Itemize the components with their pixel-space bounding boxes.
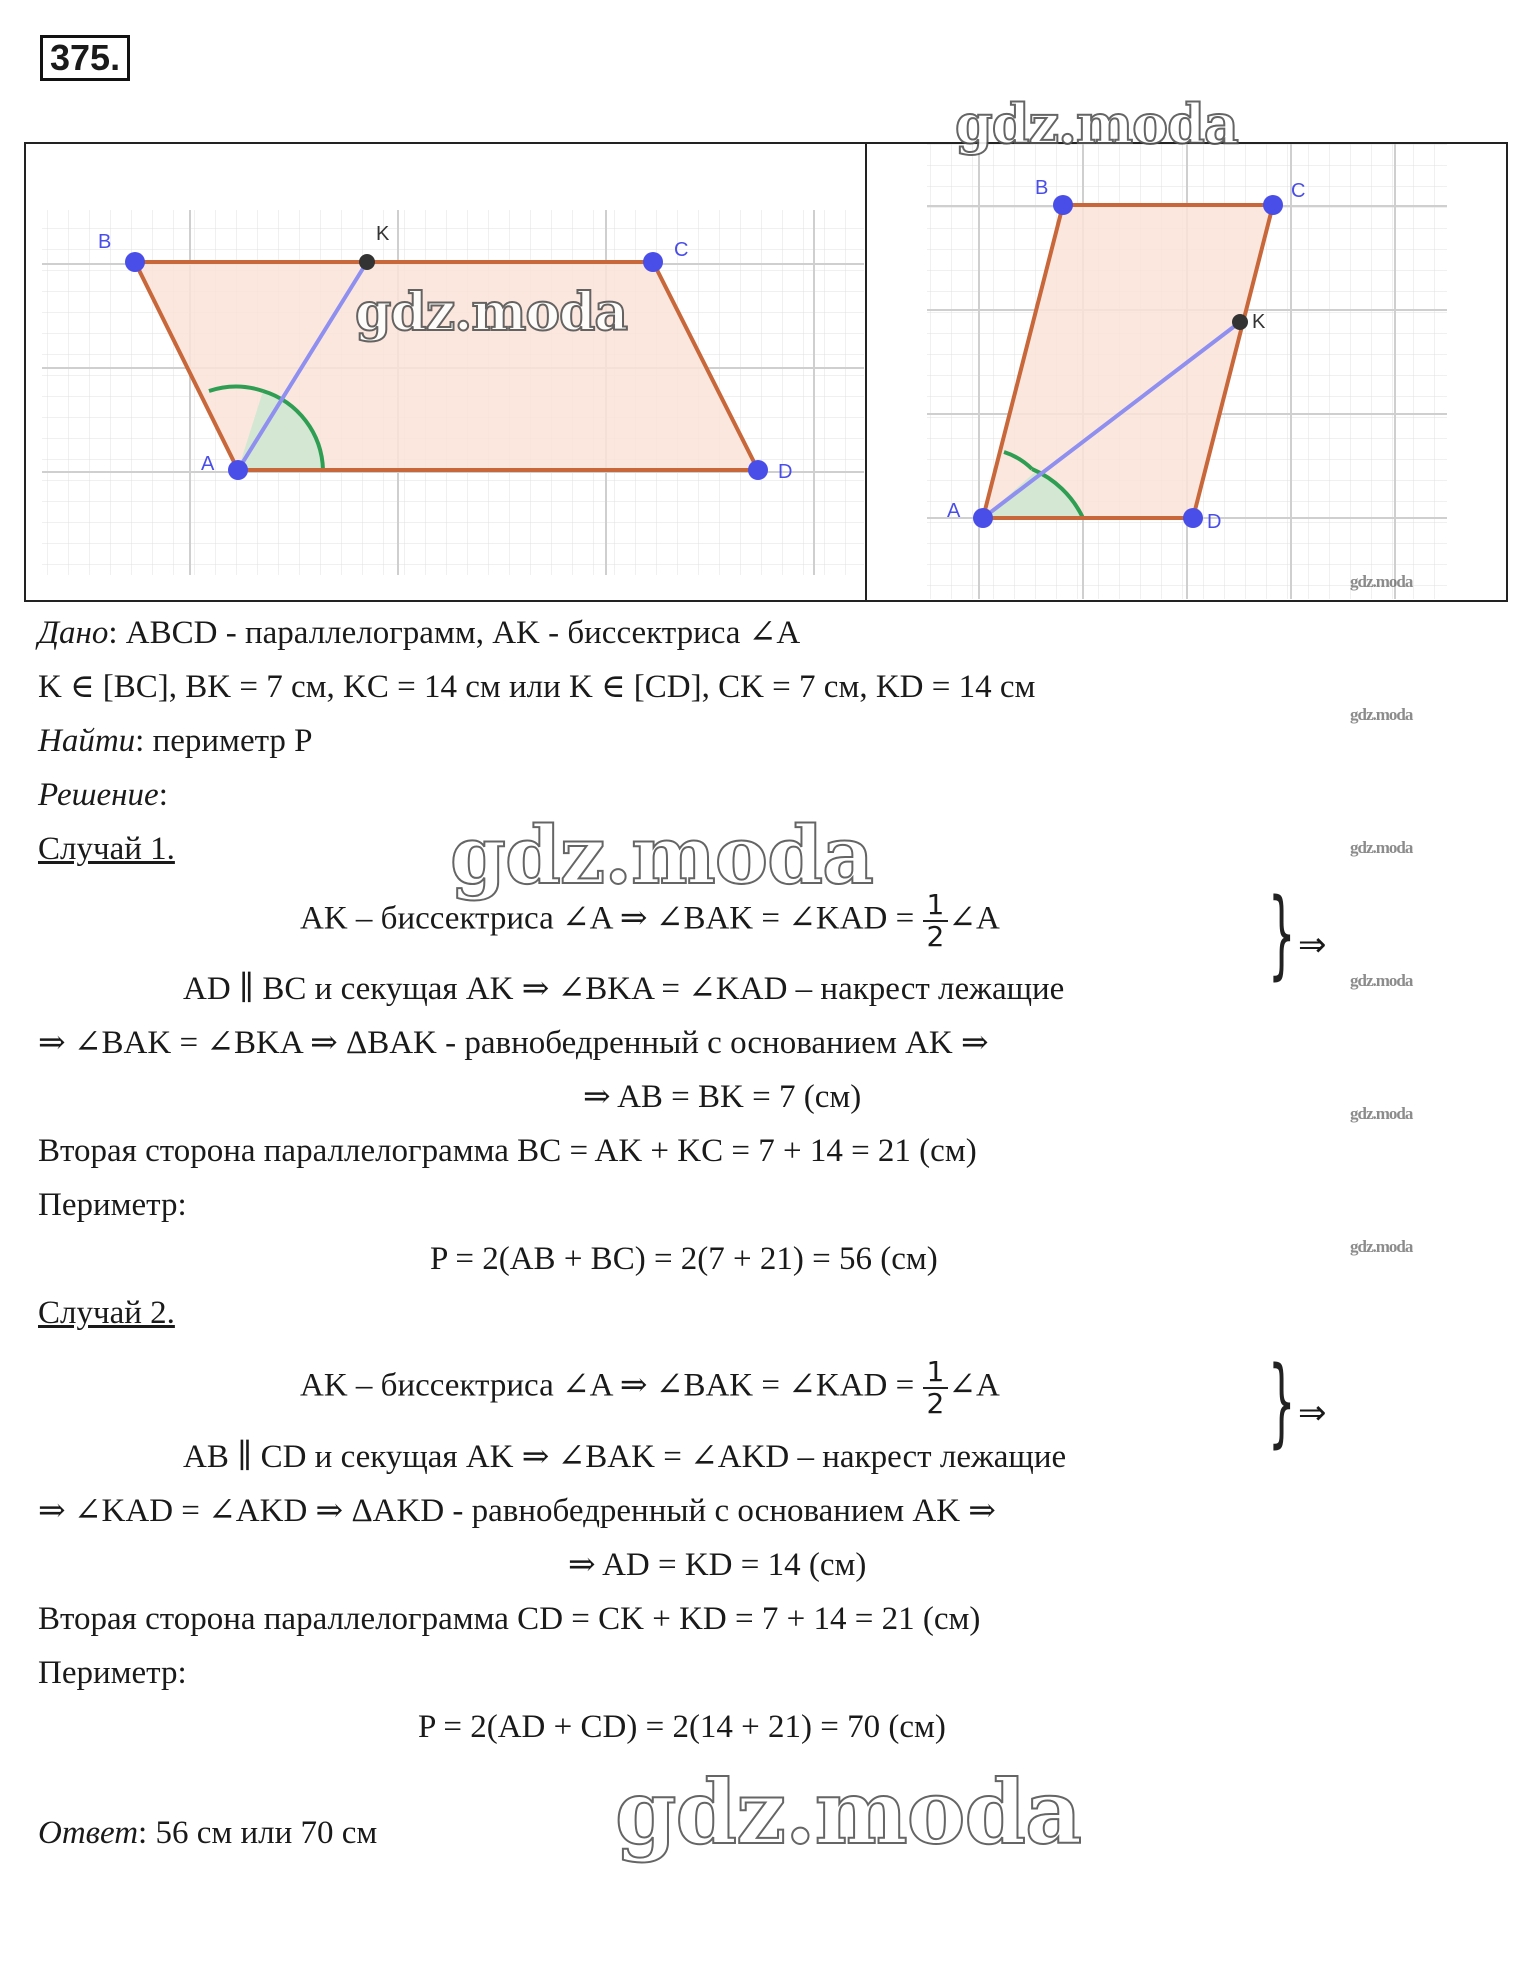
figure-case-2 [867, 144, 1506, 600]
vertex-c [643, 252, 663, 272]
vertex-d [1183, 508, 1203, 528]
vertex-d [748, 460, 768, 480]
case1-brace: } [1268, 878, 1296, 990]
label-c: C [1291, 180, 1306, 202]
case1-brace-arrow: ⇒ [1298, 925, 1327, 965]
vertex-a [228, 460, 248, 480]
case1-line-4: ⇒ AB = BK = 7 (см) [583, 1079, 862, 1115]
case2-brace-arrow: ⇒ [1298, 1393, 1327, 1433]
label-a: A [201, 453, 215, 475]
answer-line [38, 1812, 377, 1854]
label-d: D [1207, 511, 1222, 533]
watermark-small-5: gdz.moda [1350, 1104, 1413, 1123]
case1-line-2: AD ∥ BC и секущая AK ⇒ ∠BKA = ∠KAD – накрест лежащие [183, 971, 1065, 1007]
vertex-c [1263, 195, 1283, 215]
watermark-small-4: gdz.moda [1350, 971, 1413, 990]
case1-line-1-end: ∠A [948, 900, 1000, 937]
fraction-denominator: 2 [926, 920, 945, 953]
given-label: Дано [38, 615, 109, 651]
solution-heading [38, 774, 168, 816]
figure-case-1 [26, 144, 864, 600]
find-text: : периметр P [135, 723, 313, 759]
vertex-a [973, 508, 993, 528]
case1-line-3: ⇒ ∠BAK = ∠BKA ⇒ ΔBAK - равнобедренный с основанием AK ⇒ [38, 1025, 989, 1061]
fraction-numerator: 1 [923, 1357, 949, 1389]
case2-line-3: ⇒ ∠KAD = ∠AKD ⇒ ΔAKD - равнобедренный с основанием AK ⇒ [38, 1493, 996, 1529]
watermark-small-6: gdz.moda [1350, 1237, 1413, 1256]
solution-label: Решение [38, 777, 159, 813]
point-k [359, 254, 375, 270]
watermark-figure-left: gdz.moda [355, 282, 628, 343]
vertex-b [1053, 195, 1073, 215]
case1-line-6: Периметр: [38, 1187, 187, 1223]
case2-line-1-text: AK – биссектриса ∠A ⇒ ∠BAK = ∠KAD = [300, 1367, 923, 1404]
case2-line-4: ⇒ AD = KD = 14 (см) [568, 1547, 867, 1583]
fraction-half [923, 1357, 949, 1419]
find-line [38, 720, 313, 762]
answer-text: : 56 см или 70 см [138, 1815, 378, 1851]
vertex-b [125, 252, 145, 272]
case1-line-5: Вторая сторона параллелограмма BC = AK + KC = 7 + 14 = 21 (см) [38, 1133, 977, 1169]
fraction-numerator: 1 [923, 890, 949, 922]
watermark-top: gdz.moda [955, 92, 1238, 156]
case2-brace: } [1268, 1346, 1296, 1458]
watermark-middle: gdz.moda [450, 808, 873, 902]
case2-line-2: AB ∥ CD и секущая AK ⇒ ∠BAK = ∠AKD – накрест лежащие [183, 1439, 1067, 1475]
watermark-small-2: gdz.moda [1350, 705, 1413, 724]
answer-label: Ответ [38, 1815, 139, 1851]
case2-line-1-end: ∠A [948, 1367, 1000, 1404]
find-label: Найти [38, 723, 136, 759]
label-c: C [674, 239, 689, 261]
given-line-1 [38, 612, 800, 654]
case2-line-5: Вторая сторона параллелограмма CD = CK + KD = 7 + 14 = 21 (см) [38, 1601, 981, 1637]
case1-line-1 [300, 890, 1000, 952]
label-k: K [376, 223, 390, 245]
label-k: K [1252, 311, 1266, 333]
case2-title: Случай 2. [38, 1295, 175, 1331]
watermark-bottom: gdz.moda [615, 1760, 1082, 1864]
label-d: D [778, 461, 793, 483]
case1-line-1-text: AK – биссектриса ∠A ⇒ ∠BAK = ∠KAD = [300, 900, 923, 937]
given-line-2: K ∈ [BC], BK = 7 см, KC = 14 см или K ∈ [CD], CK = 7 см, KD = 14 см [38, 669, 1036, 705]
fraction-half [923, 890, 949, 952]
point-k [1232, 314, 1248, 330]
watermark-small-1: gdz.moda [1350, 572, 1413, 591]
label-b: B [98, 231, 112, 253]
fraction-denominator: 2 [926, 1387, 945, 1420]
watermark-small-3: gdz.moda [1350, 838, 1413, 857]
given-text: : ABCD - параллелограмм, AK - биссектриса ∠A [108, 615, 801, 651]
label-a: A [947, 500, 961, 522]
case1-line-7: P = 2(AB + BC) = 2(7 + 21) = 56 (см) [430, 1241, 938, 1277]
case2-line-7: P = 2(AD + CD) = 2(14 + 21) = 70 (см) [418, 1709, 946, 1745]
case2-line-1 [300, 1357, 1000, 1419]
solution-colon: : [158, 777, 168, 813]
problem-number: 375. [40, 35, 130, 81]
label-b: B [1035, 177, 1049, 199]
case1-title: Случай 1. [38, 831, 175, 867]
case2-line-6: Периметр: [38, 1655, 187, 1691]
